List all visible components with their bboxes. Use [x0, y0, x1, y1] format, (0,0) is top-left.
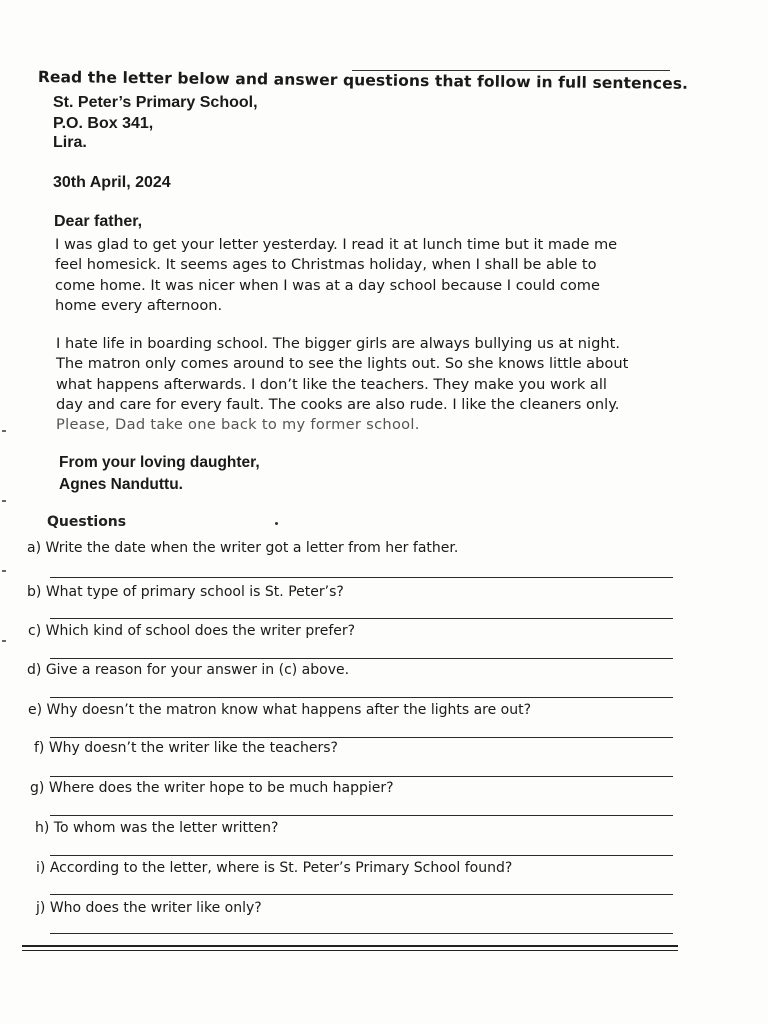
bottom-rule-secondary	[22, 950, 678, 951]
question-e	[28, 702, 531, 718]
paragraph-2-line: I hate life in boarding school. The bigger girls are always bullying us at night.	[56, 335, 620, 352]
paragraph-2-line: day and care for every fault. The cooks are also rude. I like the cleaners only.	[56, 395, 620, 413]
question-label: h)	[35, 820, 50, 836]
paragraph-1-line: I was glad to get your letter yesterday. I read it at lunch time but it made me	[55, 236, 618, 253]
question-text: Why doesn’t the matron know what happens after the lights are out?	[46, 702, 532, 718]
answer-line-f[interactable]	[50, 776, 673, 777]
question-b	[27, 584, 344, 600]
question-a	[27, 540, 458, 556]
question-label: c)	[28, 623, 42, 639]
paragraph-2	[56, 334, 656, 435]
margin-mark	[2, 430, 6, 432]
answer-line-e[interactable]	[50, 737, 673, 738]
question-h	[35, 820, 278, 836]
answer-line-g[interactable]	[50, 815, 673, 816]
question-d	[27, 662, 349, 678]
question-label: i)	[36, 860, 46, 876]
answer-line-i[interactable]	[50, 894, 673, 895]
question-text: To whom was the letter written?	[53, 820, 279, 836]
question-text: According to the letter, where is St. Peter’s Primary School found?	[49, 860, 513, 876]
question-text: Give a reason for your answer in (c) above.	[45, 662, 350, 678]
address-line-town: Lira.	[53, 134, 87, 151]
salutation: Dear father,	[54, 213, 143, 230]
paragraph-1	[55, 235, 655, 316]
question-text: What type of primary school is St. Peter’s?	[45, 584, 344, 600]
answer-line-c[interactable]	[50, 658, 673, 659]
bottom-rule	[22, 945, 678, 947]
question-j	[36, 900, 262, 916]
instruction-text: Read the letter below and answer questions that follow in full sentences.	[37, 68, 689, 93]
margin-mark	[2, 500, 6, 502]
margin-mark	[2, 640, 6, 642]
margin-mark	[2, 570, 6, 572]
question-g	[30, 780, 394, 796]
answer-line-h[interactable]	[50, 855, 673, 856]
question-label: g)	[30, 780, 45, 796]
paragraph-1-line: come home. It was nicer when I was at a day school because I could come	[55, 276, 601, 294]
question-text: Who does the writer like only?	[49, 900, 262, 916]
question-f	[34, 740, 338, 756]
speck	[275, 522, 278, 525]
paragraph-2-line: The matron only comes around to see the lights out. So she knows little about	[56, 355, 629, 373]
question-c	[28, 623, 355, 639]
paragraph-1-line: home every afternoon.	[55, 296, 223, 314]
paragraph-1-line: feel homesick. It seems ages to Christmas holiday, when I shall be able to	[55, 256, 597, 274]
question-text: Which kind of school does the writer prefer?	[45, 623, 356, 639]
letter-date: 30th April, 2024	[53, 174, 171, 191]
question-label: f)	[34, 740, 45, 756]
question-i	[36, 860, 512, 876]
closing: From your loving daughter,	[59, 454, 260, 471]
question-text: Where does the writer hope to be much happier?	[48, 780, 394, 796]
answer-line-a[interactable]	[50, 577, 673, 578]
answer-line-b[interactable]	[50, 618, 673, 619]
paragraph-2-line: Please, Dad take one back to my former school.	[56, 416, 420, 434]
question-text: Write the date when the writer got a letter from her father.	[45, 540, 459, 556]
answer-line-d[interactable]	[50, 697, 673, 698]
paragraph-2-line: what happens afterwards. I don’t like the teachers. They make you work all	[56, 375, 607, 393]
question-label: e)	[28, 702, 43, 718]
question-text: Why doesn’t the writer like the teachers?	[48, 740, 338, 756]
address-line-box: P.O. Box 341,	[53, 115, 154, 132]
question-label: a)	[27, 540, 42, 556]
question-label: b)	[27, 584, 42, 600]
address-line-school: St. Peter’s Primary School,	[53, 94, 258, 111]
answer-line-j[interactable]	[50, 933, 673, 934]
signature: Agnes Nanduttu.	[59, 476, 183, 493]
questions-title: Questions	[47, 514, 127, 530]
question-label: j)	[36, 900, 46, 916]
question-label: d)	[27, 662, 42, 678]
